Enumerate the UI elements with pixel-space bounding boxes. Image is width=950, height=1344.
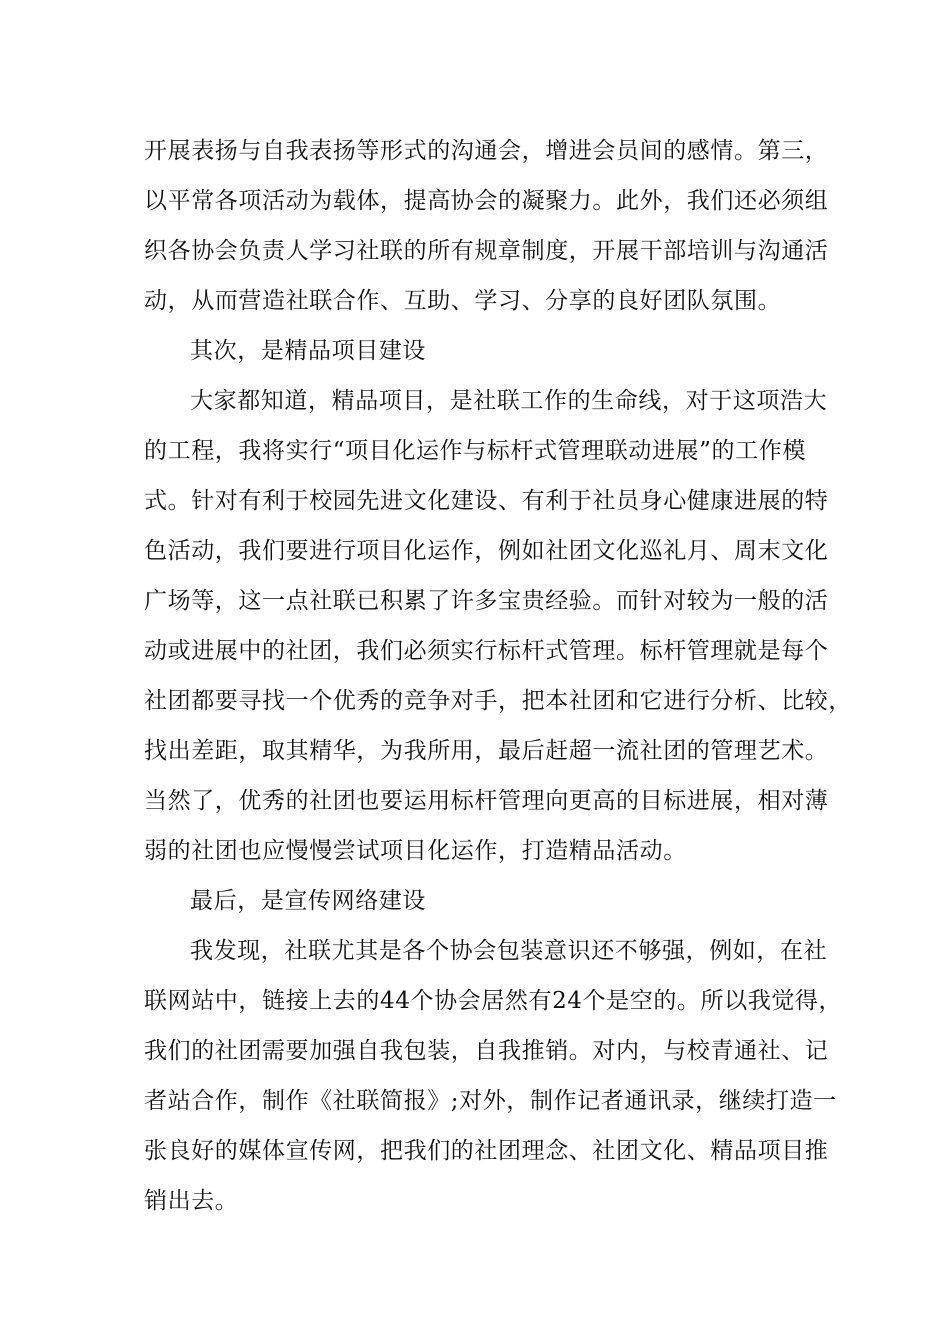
paragraph-3-line-3: 我们的社团需要加强自我包装，自我推销。对内，与校青通社、记 xyxy=(144,1038,829,1064)
section-heading-2: 其次，是精品项目建设 xyxy=(190,338,426,364)
paragraph-3-line-4: 者站合作，制作《社联简报》;对外，制作记者通讯录，继续打造一 xyxy=(144,1088,837,1114)
paragraph-3-line-1: 我发现，社联尤其是各个协会包装意识还不够强，例如，在社 xyxy=(190,938,828,964)
paragraph-2-line-7: 社团都要寻找一个优秀的竞争对手，把本社团和它进行分析、比较， xyxy=(144,688,852,714)
paragraph-2-line-10: 弱的社团也应慢慢尝试项目化运作，打造精品活动。 xyxy=(144,838,687,864)
paragraph-1-line-2: 以平常各项活动为载体，提高协会的凝聚力。此外，我们还必须组 xyxy=(144,188,829,214)
paragraph-2-line-6: 动或进展中的社团，我们必须实行标杆式管理。标杆管理就是每个 xyxy=(144,638,829,664)
paragraph-2-line-4: 色活动，我们要进行项目化运作，例如社团文化巡礼月、周末文化 xyxy=(144,538,829,564)
paragraph-2-line-1: 大家都知道，精品项目，是社联工作的生命线，对于这项浩大 xyxy=(190,388,828,414)
paragraph-3-line-2: 联网站中，链接上去的44个协会居然有24个是空的。所以我觉得， xyxy=(144,988,843,1014)
paragraph-2-line-8: 找出差距，取其精华，为我所用，最后赶超一流社团的管理艺术。 xyxy=(144,738,829,764)
paragraph-1-line-4: 动，从而营造社联合作、互助、学习、分享的良好团队氛围。 xyxy=(144,288,782,314)
section-heading-3: 最后，是宣传网络建设 xyxy=(190,888,426,914)
paragraph-3-line-6: 销出去。 xyxy=(144,1188,239,1214)
document-body xyxy=(144,126,852,1226)
paragraph-2-line-2: 的工程，我将实行“项目化运作与标杆式管理联动进展”的工作模 xyxy=(144,438,806,464)
paragraph-2-line-3: 式。针对有利于校园先进文化建设、有利于社员身心健康进展的特 xyxy=(144,488,829,514)
paragraph-2-line-5: 广场等，这一点社联已积累了许多宝贵经验。而针对较为一般的活 xyxy=(144,588,829,614)
paragraph-1-line-3: 织各协会负责人学习社联的所有规章制度，开展干部培训与沟通活 xyxy=(144,238,829,264)
paragraph-2-line-9: 当然了，优秀的社团也要运用标杆管理向更高的目标进展，相对薄 xyxy=(144,788,829,814)
paragraph-3-line-5: 张良好的媒体宣传网，把我们的社团理念、社团文化、精品项目推 xyxy=(144,1138,829,1164)
paragraph-1-line-1: 开展表扬与自我表扬等形式的沟通会，增进会员间的感情。第三， xyxy=(144,138,829,164)
